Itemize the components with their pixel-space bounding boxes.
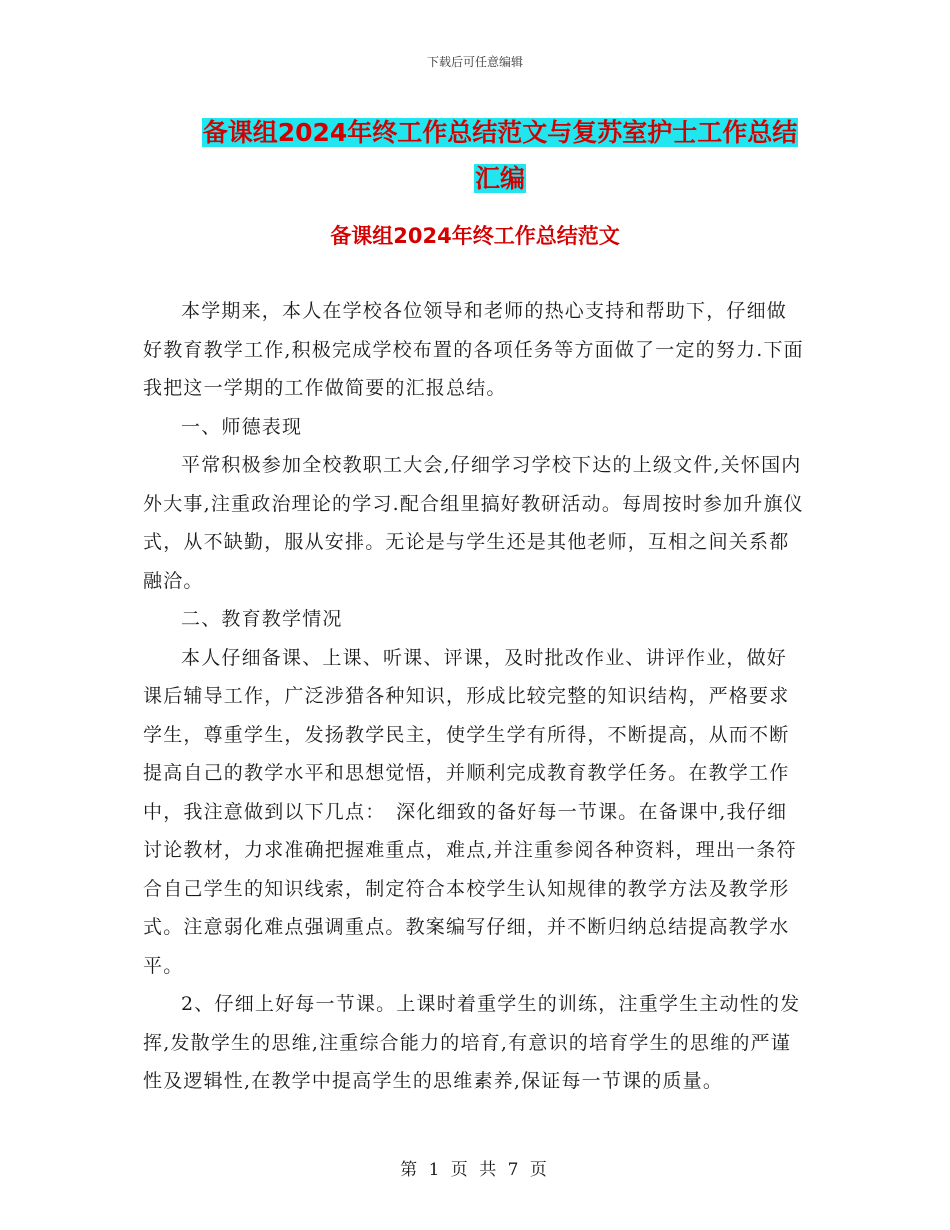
paragraph-intro: 本学期来，本人在学校各位领导和老师的热心支持和帮助下，仔细做好教育教学工作,积极完成学校布置的各项任务等方面做了一定的努力.下面我把这一学期的工作做简要的汇报总结。	[143, 300, 804, 399]
paragraph-ethics: 平常积极参加全校教职工大会,仔细学习学校下达的上级文件,关怀国内外大事,注重政治理论的学习.配合组里搞好教研活动。每周按时参加升旗仪式，从不缺勤，服从安排。无论是与学生还是其他老师，互相之间关系都融洽。	[143, 454, 804, 592]
heading-ethics: 一、师德表现	[181, 415, 303, 438]
page-footer: 第 1 页 共 7 页	[400, 1160, 550, 1180]
section-title: 备课组2024年终工作总结范文	[330, 224, 620, 248]
header-note: 下载后可任意编辑	[426, 55, 523, 69]
document-body	[143, 292, 805, 1101]
document-title	[140, 110, 860, 202]
title-line-1: 备课组2024年终工作总结范文与复苏室护士工作总结	[202, 118, 798, 147]
title-line-2: 汇编	[474, 164, 525, 193]
paragraph-lessons: 2、仔细上好每一节课。上课时着重学生的训练，注重学生主动性的发挥,发散学生的思维,注重综合能力的培育,有意识的培育学生的思维的严谨性及逻辑性,在教学中提高学生的思维素养,保证每一节课的质量。	[143, 993, 801, 1092]
paragraph-teaching: 本人仔细备课、上课、听课、评课，及时批改作业、讲评作业，做好课后辅导工作，广泛涉猎各种知识，形成比较完整的知识结构，严格要求学生，尊重学生，发扬教学民主，使学生学有所得，不断提高，从而不断提高自己的教学水平和思想觉悟，并顺利完成教育教学任务。在教学工作中，我注意做到以下几点： 深化细致的备好每一节课。在备课中,我仔细讨论教材，力求准确把握难重点，难点,并注重参阅各种资料，理出一条符合自己学生的知识线索，制定符合本校学生认知规律的教学方法及教学形式。注意弱化难点强调重点。教案编写仔细，并不断归纳总结提高教学水平。	[143, 646, 797, 977]
heading-teaching: 二、教育教学情况	[181, 608, 343, 630]
